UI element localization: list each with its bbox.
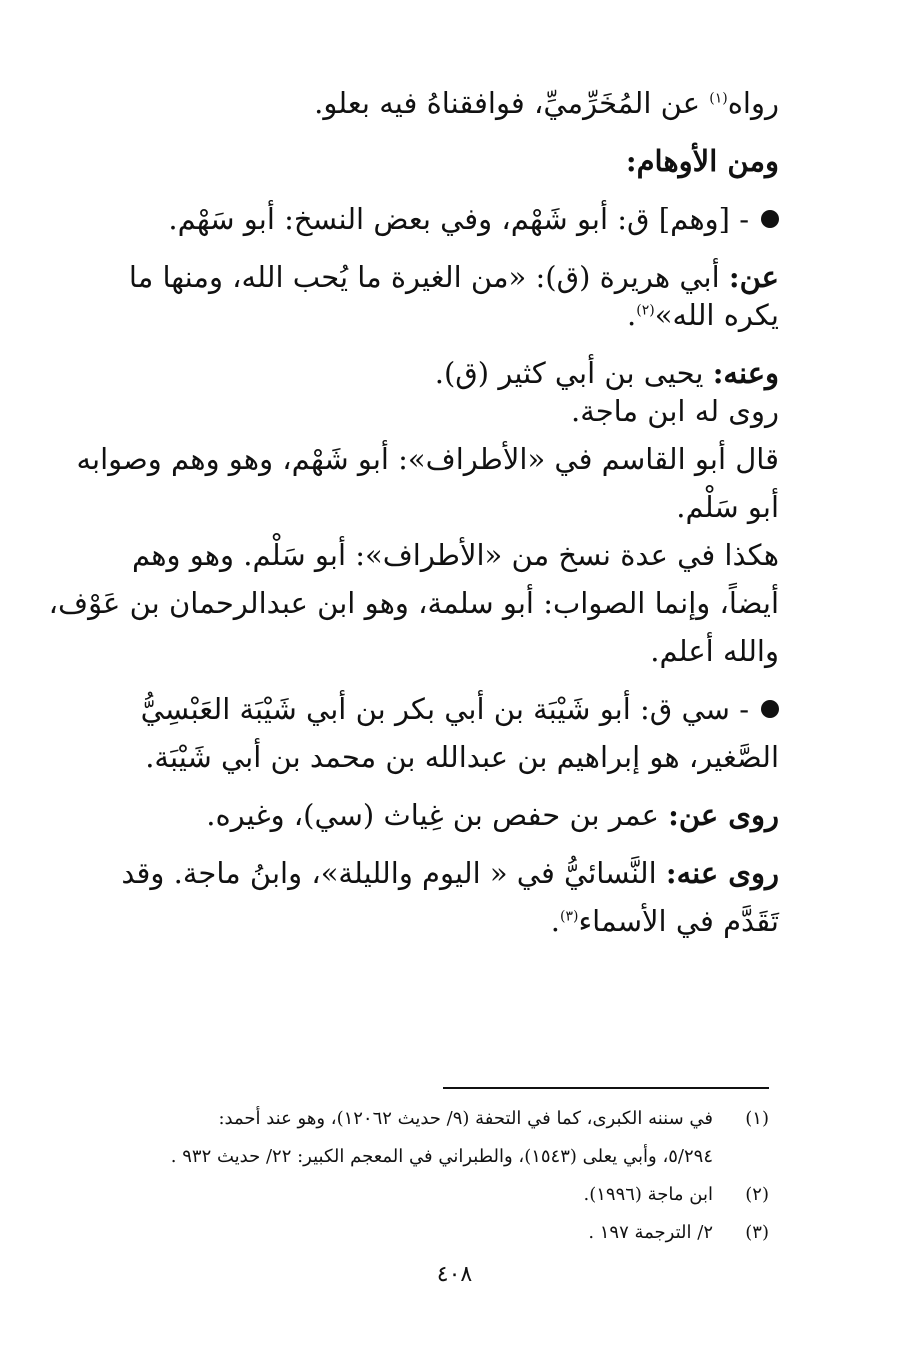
footnote-text: ابن ماجة (١٩٩٦). (583, 1184, 713, 1205)
label: وعنه: (712, 356, 779, 390)
text-line: أيضاً، وإنما الصواب: أبو سلمة، وهو ابن عبدالرحمان بن عَوْف، (48, 586, 779, 620)
footnotes (144, 1100, 769, 1252)
text-line: روى له ابن ماجة. (570, 394, 779, 428)
bullet-text: - سي ق: أبو شَيْبَة بن أبي بكر بن أبي شَيْبَة العَبْسِيُّ (140, 692, 749, 726)
footnote-divider (443, 1087, 769, 1089)
footnote-text: في سننه الكبرى، كما في التحفة (٩/ حديث ١٢٠٦٢)، وهو عند أحمد: (218, 1108, 713, 1129)
footnote-ref[interactable]: (٢) (636, 302, 655, 319)
text-line (129, 354, 779, 392)
text-line: هكذا في عدة نسخ من «الأطراف»: أبو سَلْم. وهو وهم (131, 538, 779, 572)
bullet-text: - [وهم] ق: أبو شَهْم، وفي بعض النسخ: أبو سَهْم. (168, 202, 749, 236)
text-line (129, 796, 779, 834)
footnote-text: ٢/ الترجمة ١٩٧ . (588, 1222, 713, 1243)
footnote-number: (٣) (745, 1222, 769, 1243)
text-line: أبو سَلْم. (676, 490, 779, 524)
bullet-entry (129, 690, 779, 728)
main-text (48, 84, 779, 940)
text-segment: رواه (727, 86, 779, 120)
text-line (121, 854, 779, 892)
text-segment: تَقَدَّم في الأسماء (578, 904, 779, 938)
text-segment: النَّسائيُّ في « اليوم والليلة»، وابنُ ماجة. وقد (121, 856, 666, 890)
text-segment: أبي هريرة (ق): «من الغيرة ما يُحب الله، ومنها ما (128, 260, 729, 294)
bullet-icon (761, 700, 779, 718)
section-heading: ومن الأوهام: (625, 144, 779, 178)
text-segment: يحيى بن أبي كثير (ق). (434, 356, 713, 390)
text-line (129, 258, 779, 296)
footnote-number: (٢) (745, 1184, 769, 1205)
text-line (129, 296, 779, 334)
bullet-entry (129, 200, 779, 238)
label: روى عنه: (665, 856, 779, 890)
footnote-ref[interactable]: (١) (709, 90, 728, 107)
text-line: الصَّغير، هو إبراهيم بن عبدالله بن محمد بن أبي شَيْبَة. (145, 740, 779, 774)
label: روى عن: (668, 798, 779, 832)
text-segment: . (550, 904, 560, 938)
footnote-ref[interactable]: (٣) (560, 908, 579, 925)
text-line: قال أبو القاسم في «الأطراف»: أبو شَهْم، وهو وهم وصوابه (76, 442, 779, 476)
footnote-item (144, 1176, 769, 1214)
text-line (129, 902, 779, 940)
footnote-number: (١) (745, 1108, 769, 1129)
footnote-text: ٥/٢٩٤، وأبي يعلى (١٥٤٣)، والطبراني في المعجم الكبير: ٢٢/ حديث ٩٣٢ . (170, 1146, 713, 1167)
label: عن: (728, 260, 779, 294)
bullet-icon (761, 210, 779, 228)
text-segment: عن المُخَرِّميِّ، فوافقناهُ فيه بعلو. (314, 86, 710, 120)
text-segment: عمر بن حفص بن غِياث (سي)، وغيره. (206, 798, 669, 832)
text-segment: يكره الله» (654, 298, 779, 332)
page-number: ٤٠٨ (436, 1262, 473, 1287)
footnote-item (144, 1214, 769, 1252)
text-segment: . (627, 298, 637, 332)
text-line (129, 84, 779, 122)
text-line: والله أعلم. (650, 634, 779, 668)
footnote-item (144, 1100, 769, 1138)
